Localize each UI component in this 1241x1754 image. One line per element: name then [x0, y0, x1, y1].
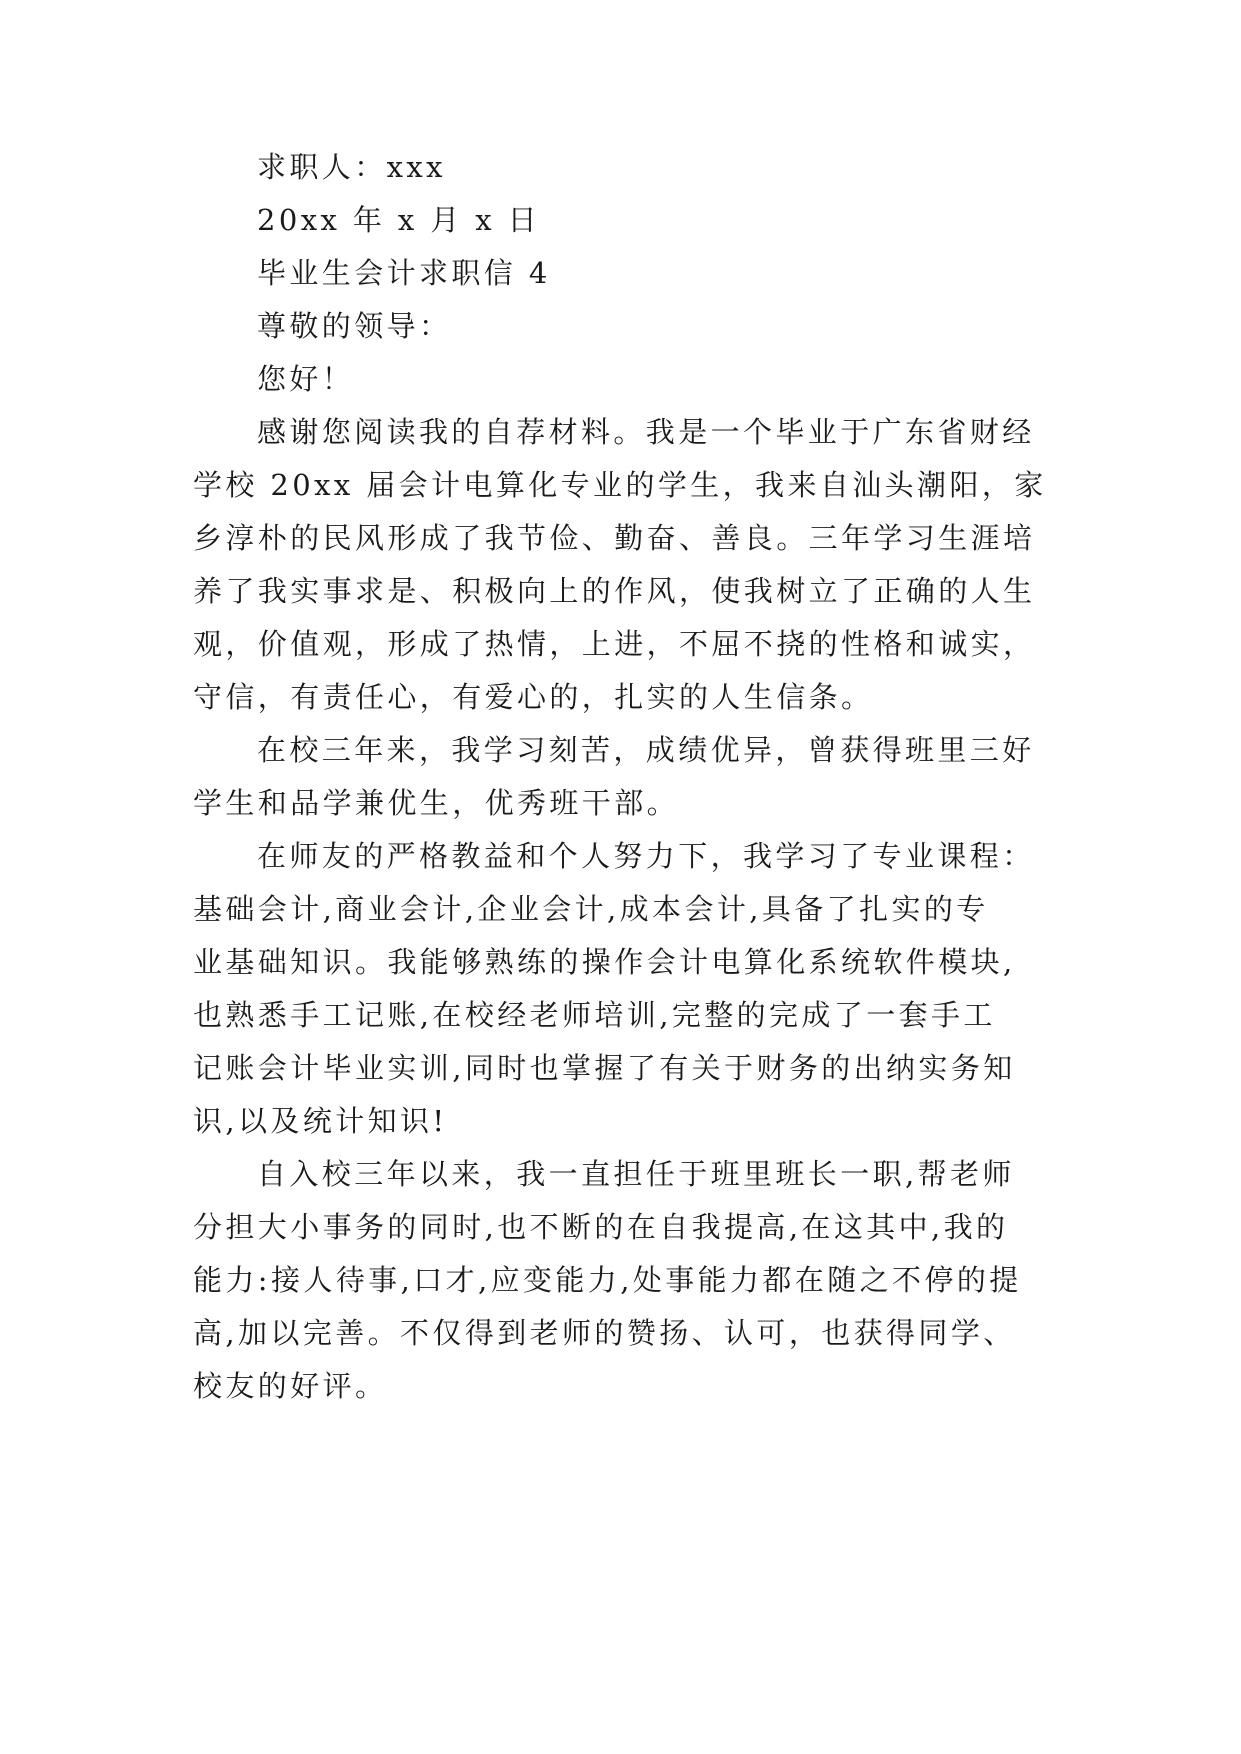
letter-title: 毕业生会计求职信 4 [257, 256, 551, 290]
paragraph-2-line: 在校三年来，我学习刻苦，成绩优异，曾获得班里三好 [257, 733, 1035, 767]
paragraph-3-line: 记账会计毕业实训,同时也掌握了有关于财务的出纳实务知 [193, 1051, 1016, 1085]
paragraph-4-line: 分担大小事务的同时,也不断的在自我提高,在这其中,我的 [193, 1210, 1009, 1244]
paragraph-4-line: 能力:接人待事,口才,应变能力,处事能力都在随之不停的提 [193, 1263, 1022, 1297]
paragraph-1-line: 观，价值观，形成了热情，上进，不屈不挠的性格和诚实， [193, 627, 1036, 661]
salutation: 尊敬的领导： [257, 309, 452, 343]
paragraph-3-line: 识,以及统计知识! [193, 1104, 448, 1138]
paragraph-1-line: 守信，有责任心，有爱心的，扎实的人生信条。 [193, 680, 874, 714]
paragraph-1-line: 乡淳朴的民风形成了我节俭、勤奋、善良。三年学习生涯培 [193, 521, 1036, 555]
paragraph-1-line: 感谢您阅读我的自荐材料。我是一个毕业于广东省财经 [257, 415, 1035, 449]
paragraph-1-line: 学校 20xx 届会计电算化专业的学生，我来自汕头潮阳，家 [193, 468, 1047, 502]
paragraph-3-line: 在师友的严格教益和个人努力下，我学习了专业课程： [257, 839, 1035, 873]
paragraph-4-line: 自入校三年以来，我一直担任于班里班长一职,帮老师 [257, 1157, 1015, 1191]
paragraph-1-line: 养了我实事求是、积极向上的作风，使我树立了正确的人生 [193, 574, 1036, 608]
greeting: 您好！ [257, 362, 355, 396]
paragraph-4-line: 校友的好评。 [193, 1369, 388, 1403]
paragraph-3-line: 也熟悉手工记账,在校经老师培训,完整的完成了一套手工 [193, 998, 996, 1032]
date-line: 20xx 年 x 月 x 日 [257, 203, 541, 237]
applicant-line: 求职人：xxx [257, 150, 446, 184]
paragraph-4-line: 高,加以完善。不仅得到老师的赞扬、认可，也获得同学、 [193, 1316, 1016, 1350]
paragraph-2-line: 学生和品学兼优生，优秀班干部。 [193, 786, 680, 820]
paragraph-3-line: 业基础知识。我能够熟练的操作会计电算化系统软件模块, [193, 945, 1016, 979]
paragraph-3-line: 基础会计,商业会计,企业会计,成本会计,具备了扎实的专 [193, 892, 989, 926]
